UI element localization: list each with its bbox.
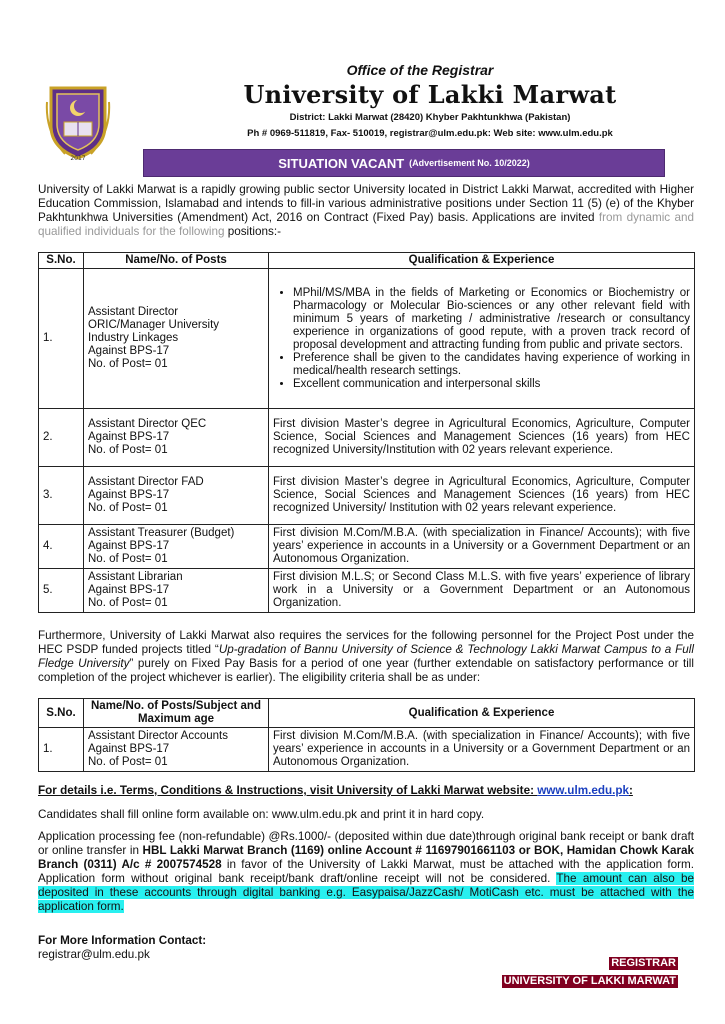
row-post	[84, 525, 269, 569]
banner-title: SITUATION VACANT	[278, 155, 405, 171]
list-item: • Preference shall be given to the candidates having experience of working in medical/health research settings.	[293, 352, 690, 378]
project-title: Up-gradation of Bannu University of Science & Technology Lakki Marwat Campus to a Full Fledge University	[38, 643, 694, 670]
post-line: No. of Post= 01	[88, 444, 168, 456]
post-line: Assistant Director Accounts	[88, 730, 228, 742]
row-qualification: First division M.Com/M.B.A. (with specialization in Finance/ Accounts); with five years’ experience in accounts in a University or a Government Department or an Autonomous Organization.	[269, 728, 695, 772]
situation-vacant-banner	[143, 149, 665, 177]
digital-banking-note: The amount can also be deposited in these accounts through digital banking e.g. Easypaisa/JazzCash/ MotiCash etc. must be attached with the application form.	[38, 872, 694, 913]
post-line: No. of Post= 01	[88, 502, 168, 514]
details-line	[38, 784, 694, 798]
fee-text: Application processing fee (non-refundable) @Rs.1000/- (deposited within due date)through original bank receipt or bank draft or online transfer in	[38, 830, 694, 857]
post-line: No. of Post= 01	[88, 597, 168, 609]
post-line: Against BPS-17	[88, 489, 170, 501]
post-line: No. of Post= 01	[88, 553, 168, 565]
col-sno: S.No.	[39, 699, 84, 728]
positions-table	[38, 252, 695, 613]
row-sno: 5.	[39, 569, 84, 613]
row-qualification: First division M.Com/M.B.A. (with specialization in Finance/ Accounts); with five years’ experience in accounts in a University or a Government Department or an Autonomous Organization.	[269, 525, 695, 569]
bank-accounts: HBL Lakki Marwat Branch (1169) online Account # 11697901661103 or BOK, Hamidan Chowk Karak Branch (0311) A/c # 2007574528	[38, 844, 694, 871]
signature-title: REGISTRAR	[611, 957, 676, 969]
row-qualification: First division Master’s degree in Agricultural Economics, Agriculture, Computer Science, Social Sciences and Management Sciences (16 years) from HEC recognized University/Institution with 02 years relevant experience.	[269, 409, 695, 467]
details-text: For details i.e. Terms, Conditions & Instructions, visit University of Lakki Marwat website:	[38, 784, 538, 797]
more-info-title: For More Information Contact:	[38, 934, 207, 947]
row-post	[84, 269, 269, 409]
signature-university: UNIVERSITY OF LAKKI MARWAT	[503, 975, 676, 987]
post-line: No. of Post= 01	[88, 358, 168, 370]
project-text: Furthermore, University of Lakki Marwat also requires the services for the following personnel for the Project Post under the HEC PSDP funded projects titled “	[38, 629, 694, 656]
row-post	[84, 569, 269, 613]
col-qualification: Qualification & Experience	[269, 699, 695, 728]
post-line: Assistant Librarian	[88, 571, 183, 583]
row-qualification	[269, 269, 695, 409]
project-positions-table	[38, 698, 695, 772]
post-line: Assistant Director FAD	[88, 476, 204, 488]
fee-text-2: in favor of the University of Lakki Marwat, must be attached with the application form. Application form without original bank receipt/bank draft/online receipt will not be considered.	[38, 858, 694, 885]
table-row	[39, 467, 695, 525]
post-line: Assistant Director	[88, 306, 179, 318]
logo-year: 2017	[70, 155, 86, 162]
row-sno: 1.	[39, 728, 84, 772]
row-qualification: First division M.L.S; or Second Class M.L.S. with five years’ experience of library work in a University or a Government Department or an Autonomous Organization.	[269, 569, 695, 613]
website-link[interactable]: www.ulm.edu.pk	[537, 784, 629, 797]
university-logo	[45, 82, 111, 162]
table-row	[39, 728, 695, 772]
fee-paragraph	[38, 830, 694, 914]
qualification-list	[273, 287, 690, 391]
post-line: Industry Linkages	[88, 332, 179, 344]
post-line: Against BPS-17	[88, 345, 170, 357]
post-line: Assistant Treasurer (Budget)	[88, 527, 235, 539]
row-sno: 2.	[39, 409, 84, 467]
list-item: • Excellent communication and interpersonal skills	[293, 378, 690, 391]
post-line: Against BPS-17	[88, 540, 170, 552]
table-row	[39, 569, 695, 613]
col-post: Name/No. of Posts/Subject and Maximum age	[84, 699, 269, 728]
post-line: No. of Post= 01	[88, 756, 168, 768]
row-post	[84, 409, 269, 467]
office-title: Office of the Registrar	[346, 62, 494, 78]
col-qualification: Qualification & Experience	[269, 253, 695, 269]
post-line: Against BPS-17	[88, 743, 170, 755]
project-paragraph	[38, 629, 694, 685]
table-header-row	[39, 699, 695, 728]
candidates-line: Candidates shall fill online form available on: www.ulm.edu.pk and print it in hard copy.	[38, 808, 485, 821]
project-text-end: ” purely on Fixed Pay Basis for a period of one year (further extendable on satisfactory performance or till completion of the project whichever is earlier). The eligibility criteria shall be as under:	[38, 657, 694, 684]
row-sno: 3.	[39, 467, 84, 525]
table-row	[39, 269, 695, 409]
intro-faded: from dynamic and qualified individuals for the following	[38, 211, 695, 238]
col-sno: S.No.	[39, 253, 84, 269]
intro-paragraph	[38, 183, 694, 239]
table-row	[39, 525, 695, 569]
row-post	[84, 467, 269, 525]
details-colon: :	[629, 784, 633, 797]
intro-main: University of Lakki Marwat is a rapidly growing public sector University located in District Lakki Marwat, accredited with Higher Education Commission, Islamabad and intends to fill-in various administrative positions under Section 11 (5) (e) of the Khyber Pakhtunkhwa Universities (Amendment) Act, 2016 on Contract (Fixed Pay) basis. Applications are invited	[38, 183, 694, 224]
list-item: • MPhil/MS/MBA in the fields of Marketing or Economics or Biochemistry or Pharmacology or Molecular Bio-sciences or any other relevant field with minimum 5 years of marketing / administrative /research or consultancy experience in organizations of good repute, with a proven track record of proposal development and attracting funding from public and private sectors.	[293, 287, 690, 352]
post-line: Assistant Director QEC	[88, 418, 207, 430]
row-qualification: First division Master’s degree in Agricultural Economics, Agriculture, Computer Science, Social Sciences and Management Sciences (16 years) from HEC recognized University/ Institution with 02 years relevant experience.	[269, 467, 695, 525]
post-line: Against BPS-17	[88, 584, 170, 596]
table-row	[39, 409, 695, 467]
table-header-row	[39, 253, 695, 269]
intro-end: positions:-	[224, 225, 281, 238]
row-sno: 4.	[39, 525, 84, 569]
contact-email[interactable]: registrar@ulm.edu.pk	[38, 948, 150, 961]
post-line: Against BPS-17	[88, 431, 170, 443]
col-post: Name/No. of Posts	[84, 253, 269, 269]
post-line: ORIC/Manager University	[88, 319, 220, 331]
university-name: University of Lakki Marwat	[243, 80, 617, 109]
advertisement-number: (Advertisement No. 10/2022)	[409, 158, 530, 168]
row-post	[84, 728, 269, 772]
district-line: District: Lakki Marwat (28420) Khyber Pakhtunkhwa (Pakistan)	[289, 112, 571, 123]
contact-line: Ph # 0969-511819, Fax- 510019, registrar@ulm.edu.pk: Web site: www.ulm.edu.pk	[247, 128, 613, 139]
letterhead	[120, 62, 680, 139]
signature-block	[476, 953, 678, 989]
row-sno: 1.	[39, 269, 84, 409]
